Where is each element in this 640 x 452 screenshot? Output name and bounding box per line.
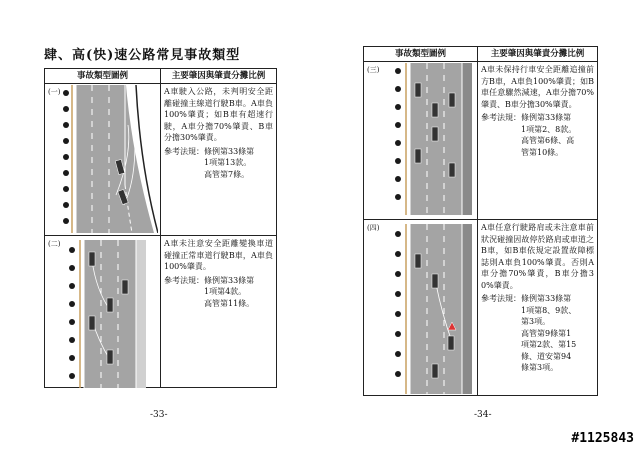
- page-number: -34-: [474, 410, 492, 420]
- law-text: 條例第33條第 1項第13款。 高管第7條。: [204, 146, 255, 179]
- page-number: -33-: [150, 410, 168, 420]
- law-label: 參考法規：: [481, 113, 521, 122]
- description-cell: [161, 84, 277, 236]
- description-cell: [161, 236, 277, 388]
- row-number: (四): [367, 224, 380, 232]
- header-diagram: 事故類型圖例: [45, 69, 161, 84]
- road-diagram-lane-change: [62, 240, 158, 388]
- law-label: 參考法規：: [164, 275, 204, 285]
- header-diagram: 事故類型圖例: [364, 47, 478, 62]
- law-text: 條例第33條第 1項第2、8款。 高管第6條、高 管第10條。: [521, 113, 577, 157]
- header-description: 主要肇因與肇責分攤比例: [161, 69, 277, 84]
- road-diagram-shoulder: [380, 224, 474, 394]
- row-text: A車駛入公路，未判明安全距離碰撞主線道行駛B車。A車負100%肇責；如B車有超速行駛，A車分擔70%肇責、B車分擔30%肇責。: [164, 87, 273, 142]
- road-diagram-rear-end: [380, 63, 474, 215]
- law-label: 參考法規：: [481, 294, 521, 303]
- law-label: 參考法規：: [164, 146, 204, 156]
- header-description: 主要肇因與肇責分攤比例: [478, 47, 598, 62]
- row-text: A車未注意安全距離變換車道碰撞正常車道行駛B車，A車負100%肇責。: [164, 239, 273, 271]
- description-cell: [478, 62, 598, 220]
- row-number: (二): [48, 240, 61, 248]
- watermark: #1125843: [571, 431, 634, 446]
- page-title: 肆、高(快)速公路常見事故類型: [44, 48, 241, 63]
- row-number: (三): [367, 66, 380, 74]
- row-number: (一): [48, 88, 61, 96]
- description-cell: [478, 220, 598, 396]
- row-text: A車未保持行車安全距離追撞前方B車，A車負100%肇責；如B車任意驟然減速，A車分擔70%肇責、B車分擔30%肇責。: [481, 65, 594, 109]
- law-text: 條例第33條第 1項第4款。 高管第11條。: [204, 275, 255, 308]
- road-diagram-merge: [62, 85, 158, 233]
- law-text: 條例第33條第 1項第8、9款、 第3項。 高管第9條第1 項第2款、第15 條、道安第94 條第3項。: [521, 294, 577, 372]
- row-text: A車任意行駛路肩或未注意車前狀況碰撞因故停於路肩或車道之B車，如B車依規定設置故障標誌則A車負100%肇責。否則A車分擔70%肇責，B車分擔30%肇責。: [481, 223, 594, 290]
